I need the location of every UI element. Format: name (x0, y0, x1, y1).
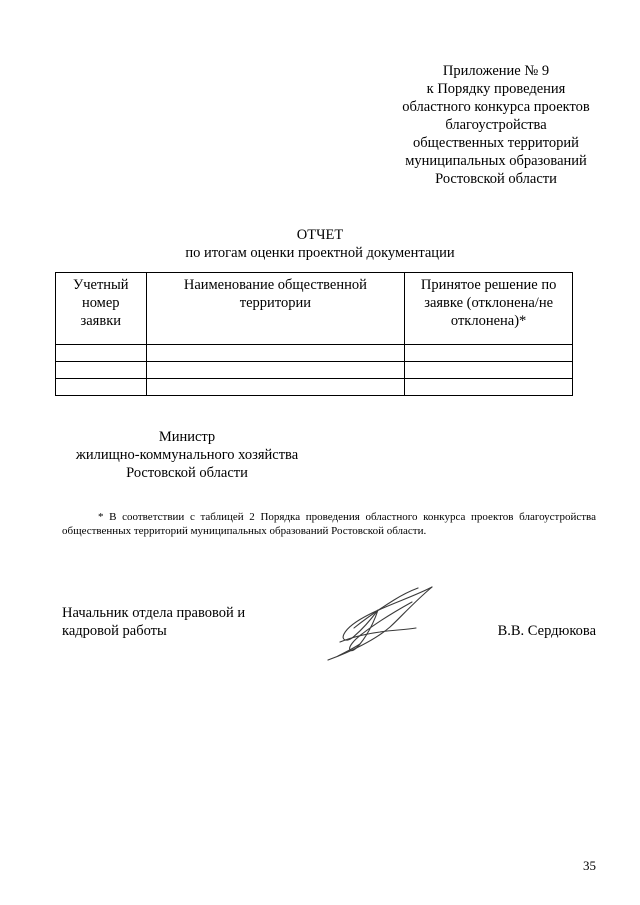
appendix-line: Приложение № 9 (442, 63, 550, 79)
signer-title-line: кадровой работы (62, 623, 167, 639)
appendix-line: к Порядку проведения (426, 81, 566, 97)
table-cell (56, 345, 147, 362)
header-line: заявки (80, 313, 121, 329)
table-cell (405, 379, 573, 396)
header-line: заявке (отклонена/не (424, 295, 554, 311)
header-line: номер (81, 295, 120, 311)
appendix-line: областного конкурса проектов (402, 99, 590, 115)
footnote: * В соответствии с таблицей 2 Порядка проведения областного конкурса проектов благоустройства общественных территорий муниципальных образований Ростовской области. (62, 511, 596, 537)
table-cell (146, 362, 405, 379)
header-line: Принятое решение по (420, 277, 557, 293)
report-heading (0, 226, 640, 262)
table-header-row (56, 273, 573, 345)
report-title: ОТЧЕТ (296, 227, 344, 243)
signer-title (62, 604, 245, 640)
table-row (56, 345, 573, 362)
table-cell (146, 345, 405, 362)
header-line: Учетный (72, 277, 129, 293)
page-number: 35 (583, 858, 596, 873)
header-line: отклонена)* (450, 313, 527, 329)
table-cell (56, 379, 147, 396)
minister-line: жилищно-коммунального хозяйства (75, 447, 299, 463)
table-row (56, 362, 573, 379)
table-cell (56, 362, 147, 379)
header-application-number (56, 273, 147, 345)
signer-title-line: Начальник отдела правовой и (62, 605, 246, 621)
report-table (55, 272, 573, 396)
header-territory-name (146, 273, 405, 345)
table-cell (146, 379, 405, 396)
handwritten-signature (320, 582, 440, 664)
minister-block (62, 428, 312, 482)
header-decision (405, 273, 573, 345)
appendix-line: Ростовской области (435, 171, 557, 187)
minister-line: Ростовской области (126, 465, 248, 481)
appendix-line: благоустройства (445, 117, 547, 133)
signer-name: В.В. Сердюкова (497, 623, 596, 639)
appendix-header (380, 62, 612, 188)
table-row (56, 379, 573, 396)
header-line: Наименование общественной (183, 277, 367, 293)
table-cell (405, 362, 573, 379)
appendix-line: муниципальных образований (405, 153, 587, 169)
appendix-line: общественных территорий (413, 135, 579, 151)
table-cell (405, 345, 573, 362)
header-line: территории (239, 295, 311, 311)
minister-line: Министр (158, 429, 216, 445)
report-subtitle: по итогам оценки проектной документации (185, 245, 455, 261)
